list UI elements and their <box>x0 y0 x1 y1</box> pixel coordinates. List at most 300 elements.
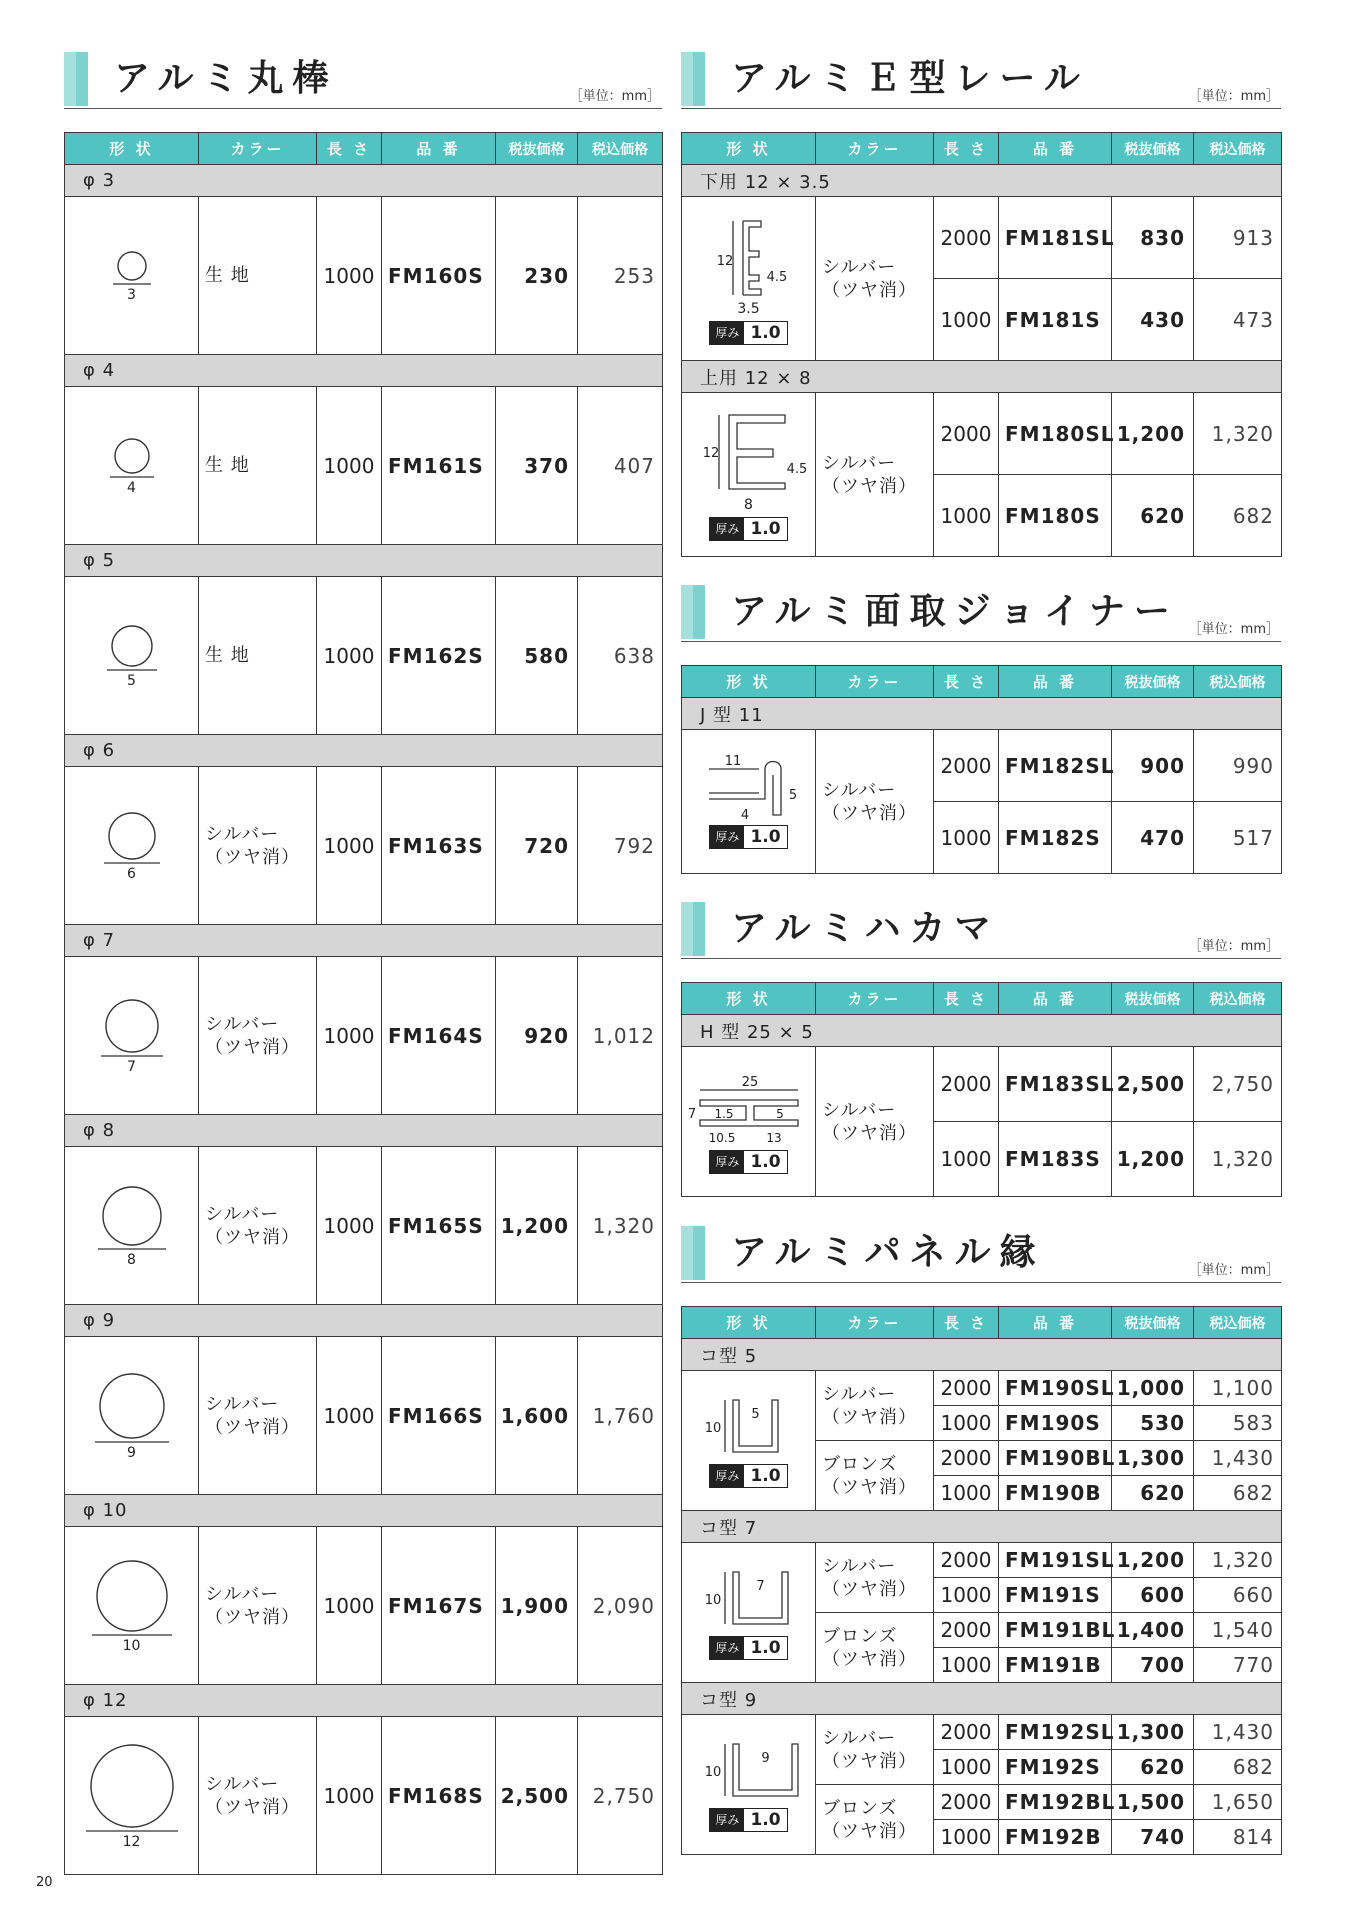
profile-outline <box>729 415 785 489</box>
thickness-value: 1.0 <box>750 1809 781 1830</box>
price-ex-tax: 620 <box>1112 1750 1194 1785</box>
h-hakama-profile <box>684 1070 814 1146</box>
dimension-label: 5 <box>750 1406 760 1422</box>
price-in-tax: 253 <box>578 197 663 355</box>
header-color: カラー <box>816 666 934 698</box>
round-bar-circle <box>100 1374 164 1438</box>
price-ex-tax: 920 <box>496 957 578 1115</box>
color-cell: 生 地 <box>199 577 317 735</box>
group-row <box>65 1685 663 1717</box>
color-cell: ブロンズ （ツヤ消） <box>816 1785 934 1855</box>
length-cell: 1000 <box>934 1750 999 1785</box>
profile-outline <box>743 221 761 295</box>
table-row <box>65 1147 663 1305</box>
price-ex-tax: 600 <box>1112 1578 1194 1613</box>
price-ex-tax: 430 <box>1112 279 1194 361</box>
table-row <box>65 197 663 355</box>
header-code: 品 番 <box>999 666 1112 698</box>
header-code: 品 番 <box>382 133 496 165</box>
title-accent-bar-light <box>681 902 693 956</box>
header-color: カラー <box>816 1307 934 1339</box>
thickness-badge <box>709 1150 787 1174</box>
length-cell: 2000 <box>934 1441 999 1476</box>
product-code: FM166S <box>382 1337 496 1495</box>
header-color: カラー <box>816 983 934 1015</box>
price-in-tax: 473 <box>1194 279 1282 361</box>
price-in-tax: 990 <box>1194 730 1282 802</box>
group-label: φ 5 <box>65 545 663 577</box>
thickness-badge <box>709 1808 787 1832</box>
price-in-tax: 1,760 <box>578 1337 663 1495</box>
shape-cell <box>682 1715 816 1855</box>
section-title: アルミ丸棒 <box>114 58 338 99</box>
group-label: コ型 7 <box>682 1511 1282 1543</box>
dimension-label: 12 <box>702 445 719 461</box>
round-bar-circle <box>112 626 152 666</box>
dimension-label: 12 <box>716 253 733 269</box>
group-row <box>65 545 663 577</box>
price-ex-tax: 530 <box>1112 1406 1194 1441</box>
panel-edge-table <box>681 1306 1282 1855</box>
price-ex-tax: 720 <box>496 767 578 925</box>
price-ex-tax: 1,400 <box>1112 1613 1194 1648</box>
price-ex-tax: 1,300 <box>1112 1441 1194 1476</box>
header-shape: 形 状 <box>682 1307 816 1339</box>
group-row <box>682 1511 1282 1543</box>
e-rail-high-profile <box>689 409 809 495</box>
thickness-label: 厚み <box>710 1637 744 1659</box>
shape-cell <box>65 1337 199 1495</box>
table-row <box>682 197 1282 279</box>
round-bar-circle <box>109 813 155 859</box>
thickness-badge <box>709 1464 787 1488</box>
table-row <box>682 730 1282 802</box>
price-in-tax: 682 <box>1194 475 1282 557</box>
round-bar-shape <box>96 1184 168 1250</box>
group-row <box>65 1305 663 1337</box>
length-cell: 1000 <box>934 1476 999 1511</box>
title-underline <box>681 108 1281 109</box>
color-cell: シルバー （ツヤ消） <box>199 1147 317 1305</box>
color-cell: シルバー （ツヤ消） <box>816 1715 934 1785</box>
length-cell: 1000 <box>317 767 382 925</box>
group-row <box>65 735 663 767</box>
channel-profile <box>689 1394 809 1460</box>
price-ex-tax: 830 <box>1112 197 1194 279</box>
header-color: カラー <box>199 133 317 165</box>
color-cell: ブロンズ （ツヤ消） <box>816 1441 934 1511</box>
width-label: 3.5 <box>737 300 760 317</box>
table-row <box>682 1543 1282 1578</box>
product-code: FM180S <box>999 475 1112 557</box>
group-row <box>682 1683 1282 1715</box>
shape-cell <box>682 393 816 557</box>
group-label: φ 8 <box>65 1115 663 1147</box>
section-header-panel-edge <box>681 1226 1281 1280</box>
round-bar-shape <box>90 1558 174 1636</box>
thickness-label: 厚み <box>710 1151 744 1173</box>
product-code: FM162S <box>382 577 496 735</box>
length-cell: 1000 <box>317 577 382 735</box>
diameter-label: 12 <box>122 1833 141 1850</box>
price-in-tax: 583 <box>1194 1406 1282 1441</box>
price-in-tax: 407 <box>578 387 663 545</box>
shape-cell <box>65 577 199 735</box>
price-in-tax: 1,320 <box>1194 393 1282 475</box>
color-cell: シルバー （ツヤ消） <box>816 730 934 874</box>
price-ex-tax: 620 <box>1112 475 1194 557</box>
price-in-tax: 682 <box>1194 1750 1282 1785</box>
price-ex-tax: 1,200 <box>1112 393 1194 475</box>
thickness-value: 1.0 <box>750 826 781 847</box>
shape-cell <box>65 957 199 1115</box>
thickness-value: 1.0 <box>750 322 781 343</box>
header-length: 長 さ <box>934 133 999 165</box>
price-ex-tax: 1,200 <box>1112 1543 1194 1578</box>
price-ex-tax: 230 <box>496 197 578 355</box>
section-title: アルミＥ型レール <box>731 58 1089 99</box>
length-cell: 1000 <box>317 197 382 355</box>
shape-cell <box>65 197 199 355</box>
title-accent-bar-light <box>64 52 76 106</box>
table-row <box>65 1527 663 1685</box>
dimension-label: 7 <box>755 1578 765 1594</box>
header-price-in: 税込価格 <box>1194 1307 1282 1339</box>
round-bar-shape <box>84 1742 180 1832</box>
diameter-label: 3 <box>127 286 136 303</box>
table-header-row <box>682 666 1282 698</box>
color-cell: シルバー （ツヤ消） <box>816 197 934 361</box>
product-code: FM182SL <box>999 730 1112 802</box>
diameter-label: 5 <box>127 672 136 689</box>
group-row <box>65 165 663 197</box>
table-row <box>65 387 663 545</box>
price-ex-tax: 620 <box>1112 1476 1194 1511</box>
length-cell: 1000 <box>317 957 382 1115</box>
price-in-tax: 638 <box>578 577 663 735</box>
price-in-tax: 1,540 <box>1194 1613 1282 1648</box>
diameter-label: 6 <box>127 865 136 882</box>
price-ex-tax: 1,900 <box>496 1527 578 1685</box>
table-header-row <box>682 1307 1282 1339</box>
section-title: アルミ面取ジョイナー <box>731 591 1179 632</box>
price-in-tax: 814 <box>1194 1820 1282 1855</box>
header-length: 長 さ <box>934 1307 999 1339</box>
round-bar-shape <box>93 1371 171 1443</box>
dimension-label: 10.5 <box>708 1130 735 1145</box>
price-ex-tax: 1,300 <box>1112 1715 1194 1750</box>
shape-cell <box>65 767 199 925</box>
product-code: FM191BL <box>999 1613 1112 1648</box>
group-label: コ型 5 <box>682 1339 1282 1371</box>
header-price-ex: 税抜価格 <box>1112 666 1194 698</box>
table-header-row <box>682 983 1282 1015</box>
dimension-label: 11 <box>724 754 741 769</box>
product-code: FM164S <box>382 957 496 1115</box>
price-ex-tax: 1,500 <box>1112 1785 1194 1820</box>
shape-cell <box>65 387 199 545</box>
dimension-label: 4.5 <box>786 461 807 477</box>
price-ex-tax: 1,200 <box>1112 1122 1194 1197</box>
product-code: FM192S <box>999 1750 1112 1785</box>
unit-label: ［単位：mm］ <box>1188 1263 1279 1278</box>
thickness-label: 厚み <box>710 826 744 848</box>
price-in-tax: 1,320 <box>578 1147 663 1305</box>
section-header-round-bar <box>64 52 662 106</box>
product-code: FM183SL <box>999 1047 1112 1122</box>
group-label: φ 12 <box>65 1685 663 1717</box>
price-in-tax: 1,430 <box>1194 1715 1282 1750</box>
length-cell: 1000 <box>934 1578 999 1613</box>
header-price-in: 税込価格 <box>1194 133 1282 165</box>
color-cell: シルバー （ツヤ消） <box>816 1371 934 1441</box>
length-cell: 1000 <box>934 1122 999 1197</box>
title-accent-bar-light <box>681 52 693 106</box>
table-row <box>682 1371 1282 1406</box>
price-in-tax: 2,750 <box>1194 1047 1282 1122</box>
round-bar-circle <box>91 1745 173 1827</box>
group-label: 下用 12 × 3.5 <box>682 165 1282 197</box>
dimension-label: 7 <box>687 1106 696 1122</box>
length-cell: 1000 <box>934 1648 999 1683</box>
thickness-label: 厚み <box>710 1465 744 1487</box>
price-ex-tax: 1,600 <box>496 1337 578 1495</box>
group-row <box>65 355 663 387</box>
length-cell: 2000 <box>934 1715 999 1750</box>
unit-label: ［単位：mm］ <box>1188 89 1279 104</box>
price-in-tax: 660 <box>1194 1578 1282 1613</box>
thickness-label: 厚み <box>710 322 744 344</box>
header-price-in: 税込価格 <box>1194 666 1282 698</box>
title-underline <box>681 1282 1281 1283</box>
price-in-tax: 1,650 <box>1194 1785 1282 1820</box>
header-code: 品 番 <box>999 983 1112 1015</box>
thickness-label: 厚み <box>710 1809 744 1831</box>
price-ex-tax: 2,500 <box>1112 1047 1194 1122</box>
table-row <box>682 1715 1282 1750</box>
length-cell: 1000 <box>934 802 999 874</box>
header-price-ex: 税抜価格 <box>1112 1307 1194 1339</box>
color-cell: シルバー （ツヤ消） <box>199 957 317 1115</box>
dimension-label: 10 <box>704 1592 721 1608</box>
thickness-badge <box>709 517 787 541</box>
price-in-tax: 1,430 <box>1194 1441 1282 1476</box>
length-cell: 1000 <box>317 1717 382 1875</box>
price-in-tax: 913 <box>1194 197 1282 279</box>
j-joiner-profile <box>689 755 809 821</box>
header-length: 長 さ <box>934 666 999 698</box>
length-cell: 2000 <box>934 393 999 475</box>
round-bar-shape <box>105 623 159 671</box>
round-bar-circle <box>97 1561 167 1631</box>
length-cell: 1000 <box>317 387 382 545</box>
length-cell: 1000 <box>317 1147 382 1305</box>
dimension-label: 10 <box>704 1420 721 1436</box>
section-header-hakama <box>681 902 1281 956</box>
diameter-label: 7 <box>127 1058 136 1075</box>
shape-cell <box>682 1371 816 1511</box>
round-bar-circle <box>115 439 149 473</box>
table-header-row <box>682 133 1282 165</box>
group-label: φ 9 <box>65 1305 663 1337</box>
shape-cell <box>65 1527 199 1685</box>
color-cell: ブロンズ （ツヤ消） <box>816 1613 934 1683</box>
title-underline <box>64 108 662 109</box>
group-label: φ 7 <box>65 925 663 957</box>
dimension-label: 10 <box>704 1764 721 1780</box>
length-cell: 1000 <box>934 475 999 557</box>
thickness-value: 1.0 <box>750 1151 781 1172</box>
product-code: FM191S <box>999 1578 1112 1613</box>
section-header-e-rail <box>681 52 1281 106</box>
header-price-in: 税込価格 <box>578 133 663 165</box>
group-label: コ型 9 <box>682 1683 1282 1715</box>
thickness-badge <box>709 321 787 345</box>
price-in-tax: 1,320 <box>1194 1543 1282 1578</box>
header-length: 長 さ <box>934 983 999 1015</box>
page-number: 20 <box>36 1875 53 1890</box>
dimension-label: 4.5 <box>766 269 787 285</box>
group-row <box>682 1015 1282 1047</box>
header-shape: 形 状 <box>65 133 199 165</box>
length-cell: 1000 <box>317 1337 382 1495</box>
length-cell: 2000 <box>934 1785 999 1820</box>
color-cell: シルバー （ツヤ消） <box>816 393 934 557</box>
e-rail-low-profile <box>689 213 809 299</box>
table-row <box>65 577 663 735</box>
price-ex-tax: 580 <box>496 577 578 735</box>
dimension-label: 13 <box>765 1130 782 1145</box>
length-cell: 1000 <box>934 1406 999 1441</box>
price-in-tax: 517 <box>1194 802 1282 874</box>
dimension-label: 4 <box>740 807 749 821</box>
product-code: FM191B <box>999 1648 1112 1683</box>
shape-cell <box>682 1047 816 1197</box>
product-code: FM192BL <box>999 1785 1112 1820</box>
shape-cell <box>682 1543 816 1683</box>
thickness-value: 1.0 <box>750 518 781 539</box>
shape-cell <box>65 1717 199 1875</box>
header-shape: 形 状 <box>682 983 816 1015</box>
product-code: FM165S <box>382 1147 496 1305</box>
chamfer-joiner-table <box>681 665 1282 874</box>
group-row <box>682 1339 1282 1371</box>
group-row <box>65 1495 663 1527</box>
header-length: 長 さ <box>317 133 382 165</box>
group-label: φ 3 <box>65 165 663 197</box>
group-row <box>65 925 663 957</box>
product-code: FM191SL <box>999 1543 1112 1578</box>
round-bar-table <box>64 132 663 1875</box>
length-cell: 2000 <box>934 1543 999 1578</box>
shape-cell <box>682 197 816 361</box>
group-row <box>682 698 1282 730</box>
channel-profile <box>689 1738 809 1804</box>
price-ex-tax: 2,500 <box>496 1717 578 1875</box>
unit-label: ［単位：mm］ <box>1188 939 1279 954</box>
group-label: J 型 11 <box>682 698 1282 730</box>
product-code: FM167S <box>382 1527 496 1685</box>
product-code: FM180SL <box>999 393 1112 475</box>
header-price-ex: 税抜価格 <box>496 133 578 165</box>
table-row <box>65 957 663 1115</box>
table-row <box>65 1717 663 1875</box>
product-code: FM161S <box>382 387 496 545</box>
product-code: FM192B <box>999 1820 1112 1855</box>
round-bar-circle <box>103 1187 161 1245</box>
price-in-tax: 1,320 <box>1194 1122 1282 1197</box>
length-cell: 2000 <box>934 730 999 802</box>
diameter-label: 4 <box>127 479 136 496</box>
round-bar-circle <box>106 1000 158 1052</box>
length-cell: 1000 <box>317 1527 382 1685</box>
length-cell: 2000 <box>934 1371 999 1406</box>
round-bar-shape <box>111 249 153 285</box>
header-price-in: 税込価格 <box>1194 983 1282 1015</box>
price-in-tax: 770 <box>1194 1648 1282 1683</box>
product-code: FM190B <box>999 1476 1112 1511</box>
product-code: FM181S <box>999 279 1112 361</box>
header-code: 品 番 <box>999 133 1112 165</box>
header-shape: 形 状 <box>682 666 816 698</box>
price-ex-tax: 700 <box>1112 1648 1194 1683</box>
unit-label: ［単位：mm］ <box>1188 622 1279 637</box>
thickness-label: 厚み <box>710 518 744 540</box>
width-label: 8 <box>744 496 753 513</box>
group-label: φ 6 <box>65 735 663 767</box>
product-code: FM182S <box>999 802 1112 874</box>
hakama-table <box>681 982 1282 1197</box>
price-ex-tax: 370 <box>496 387 578 545</box>
title-accent-bar-light <box>681 1226 693 1280</box>
section-title: アルミパネル縁 <box>731 1232 1045 1273</box>
product-code: FM190BL <box>999 1441 1112 1476</box>
title-underline <box>681 958 1281 959</box>
group-label: φ 10 <box>65 1495 663 1527</box>
color-cell: シルバー （ツヤ消） <box>199 1337 317 1495</box>
round-bar-shape <box>99 997 165 1057</box>
group-row <box>682 361 1282 393</box>
product-code: FM190S <box>999 1406 1112 1441</box>
length-cell: 1000 <box>934 279 999 361</box>
price-ex-tax: 900 <box>1112 730 1194 802</box>
thickness-value: 1.0 <box>750 1637 781 1658</box>
color-cell: 生 地 <box>199 197 317 355</box>
diameter-label: 10 <box>122 1637 141 1654</box>
price-in-tax: 1,012 <box>578 957 663 1115</box>
thickness-badge <box>709 825 787 849</box>
color-cell: シルバー （ツヤ消） <box>816 1047 934 1197</box>
price-ex-tax: 1,200 <box>496 1147 578 1305</box>
length-cell: 2000 <box>934 1047 999 1122</box>
header-shape: 形 状 <box>682 133 816 165</box>
color-cell: シルバー （ツヤ消） <box>199 1527 317 1685</box>
diameter-label: 8 <box>127 1251 136 1268</box>
header-price-ex: 税抜価格 <box>1112 983 1194 1015</box>
price-in-tax: 792 <box>578 767 663 925</box>
length-cell: 2000 <box>934 1613 999 1648</box>
round-bar-shape <box>108 436 156 478</box>
length-cell: 1000 <box>934 1820 999 1855</box>
channel-profile <box>689 1566 809 1632</box>
group-label: 上用 12 × 8 <box>682 361 1282 393</box>
product-code: FM190SL <box>999 1371 1112 1406</box>
length-cell: 2000 <box>934 197 999 279</box>
group-row <box>682 165 1282 197</box>
header-color: カラー <box>816 133 934 165</box>
dimension-label: 5 <box>775 1106 784 1121</box>
header-price-ex: 税抜価格 <box>1112 133 1194 165</box>
